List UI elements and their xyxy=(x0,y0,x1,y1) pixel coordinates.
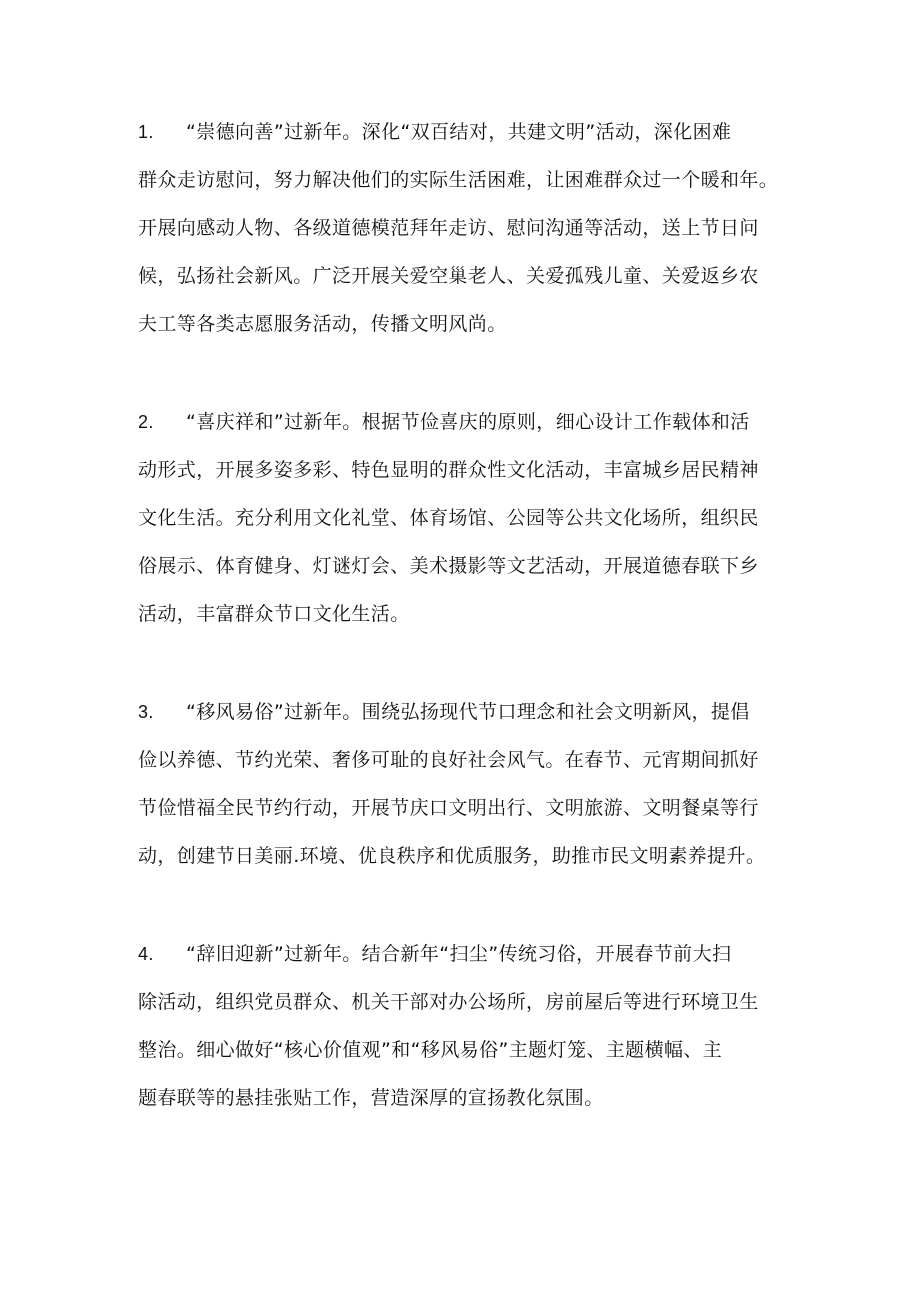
paragraph-line: 群众走访慰问，努力解决他们的实际生活困难，让困难群众过一个暖和年。 xyxy=(138,169,779,191)
list-number: 1. xyxy=(138,122,154,142)
paragraph-line: 动，创建节日美丽.环境、优良秩序和优质服务，助推市民文明素养提升。 xyxy=(138,845,766,867)
paragraph-line: 俗展示、体育健身、灯谜灯会、美术摄影等文艺活动，开展道德春联下乡 xyxy=(138,555,759,577)
paragraph-line: 节俭惜福全民节约行动，开展节庆口文明出行、文明旅游、文明餐桌等行 xyxy=(138,797,759,819)
line-text: “喜庆祥和”过新年。根据节俭喜庆的原则，细心设计工作载体和活 xyxy=(186,411,750,433)
line-text: “崇德向善”过新年。深化“双百结对，共建文明”活动，深化困难 xyxy=(186,121,732,143)
paragraph-line: 俭以养德、节约光荣、奢侈可耻的良好社会风气。在春节、元宵期间抓好 xyxy=(138,749,759,771)
paragraph-line xyxy=(138,930,798,978)
paragraph-line: 题春联等的悬挂张贴工作，营造深厚的宣扬教化氛围。 xyxy=(138,1087,604,1109)
paragraph-line: 整治。细心做好“核心价值观”和“移风易俗”主题灯笼、主题横幅、主 xyxy=(138,1039,723,1061)
paragraph-line: 动形式，开展多姿多彩、特色显明的群众性文化活动，丰富城乡居民精神 xyxy=(138,459,759,481)
list-number: 2. xyxy=(138,412,154,432)
paragraph-line xyxy=(138,398,798,446)
paragraph-line xyxy=(138,108,798,156)
list-number: 4. xyxy=(138,944,154,964)
paragraph-4 xyxy=(138,930,798,1122)
paragraph-line: 开展向感动人物、各级道德模范拜年走访、慰问沟通等活动，送上节日问 xyxy=(138,217,759,239)
paragraph-line: 候，弘扬社会新风。广泛开展关爱空巢老人、关爱孤残儿童、关爱返乡农 xyxy=(138,265,759,287)
line-text: “辞旧迎新”过新年。结合新年“扫尘”传统习俗，开展春节前大扫 xyxy=(186,943,732,965)
paragraph-3 xyxy=(138,688,798,880)
paragraph-line: 文化生活。充分利用文化礼堂、体育场馆、公园等公共文化场所，组织民 xyxy=(138,507,759,529)
paragraph-line: 活动，丰富群众节口文化生活。 xyxy=(138,603,410,625)
line-text: “移风易俗”过新年。围绕弘扬现代节口理念和社会文明新风，提倡 xyxy=(186,701,750,723)
paragraph-line: 夫工等各类志愿服务活动，传播文明风尚。 xyxy=(138,313,507,335)
paragraph-1 xyxy=(138,108,798,348)
list-number: 3. xyxy=(138,702,154,722)
paragraph-line: 除活动，组织党员群众、机关干部对办公场所，房前屋后等进行环境卫生 xyxy=(138,991,759,1013)
paragraph-line xyxy=(138,688,798,736)
paragraph-2 xyxy=(138,398,798,638)
